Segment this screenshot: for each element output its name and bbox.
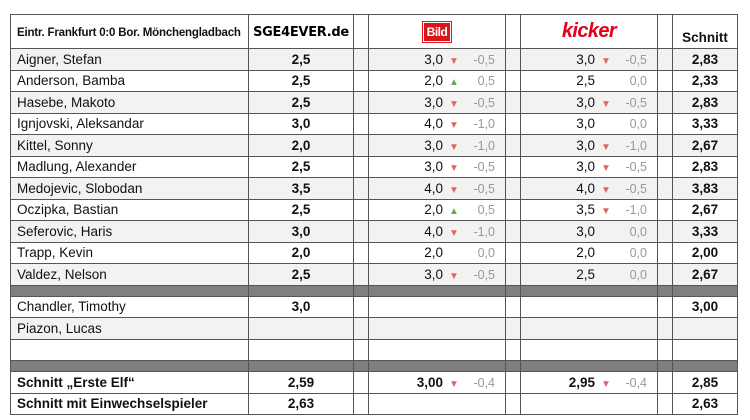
spacer-cell bbox=[658, 70, 673, 92]
bild-grade: 4,0 bbox=[424, 180, 443, 196]
kicker-cell bbox=[521, 49, 658, 71]
trend-down-icon: ▼ bbox=[449, 98, 459, 110]
sge-grade: 2,5 bbox=[249, 199, 354, 221]
trend-down-icon bbox=[595, 77, 617, 88]
sge-grade: 2,0 bbox=[249, 242, 354, 264]
kicker-grade: 3,5 bbox=[576, 202, 595, 218]
separator-row bbox=[11, 285, 738, 296]
trend-down-icon: ▼ bbox=[601, 163, 611, 175]
player-row bbox=[11, 221, 738, 243]
average-grade: 3,33 bbox=[673, 113, 738, 135]
spacer-cell bbox=[506, 178, 521, 200]
bild-average-delta: -0,4 bbox=[473, 375, 495, 390]
spacer-cell bbox=[354, 242, 369, 264]
match-title: Eintr. Frankfurt 0:0 Bor. Mönchengladbach bbox=[17, 27, 241, 39]
trend-down-icon: ▼ bbox=[449, 163, 459, 175]
trend-down-icon bbox=[443, 249, 465, 260]
average-grade: 2,83 bbox=[673, 49, 738, 71]
bild-average: 3,00 bbox=[416, 374, 443, 390]
spacer-cell bbox=[658, 178, 673, 200]
spacer-cell bbox=[658, 15, 673, 49]
kicker-cell bbox=[521, 178, 658, 200]
trend-down-icon: ▼ bbox=[601, 55, 611, 67]
average-grade: 2,00 bbox=[673, 242, 738, 264]
spacer-cell bbox=[506, 372, 521, 394]
player-row bbox=[11, 92, 738, 114]
bild-cell bbox=[369, 242, 506, 264]
trend-down-icon bbox=[595, 228, 617, 239]
trend-down-icon bbox=[595, 120, 617, 131]
bild-grade: 4,0 bbox=[424, 223, 443, 239]
bild-cell bbox=[369, 318, 506, 340]
sge-grade: 2,0 bbox=[249, 135, 354, 157]
player-name: Medojevic, Slobodan bbox=[11, 178, 249, 200]
separator-cell bbox=[521, 285, 658, 296]
kicker-cell bbox=[521, 221, 658, 243]
kicker-delta: -1,0 bbox=[625, 138, 647, 153]
kicker-cell bbox=[521, 242, 658, 264]
spacer-cell bbox=[354, 393, 369, 415]
average-grade: 2,83 bbox=[673, 92, 738, 114]
spacer-cell bbox=[658, 221, 673, 243]
player-row bbox=[11, 113, 738, 135]
bild-cell bbox=[369, 296, 506, 318]
player-row bbox=[11, 264, 738, 286]
overall-average: 2,63 bbox=[673, 393, 738, 415]
player-name: Ignjovski, Aleksandar bbox=[11, 113, 249, 135]
spacer-cell bbox=[658, 264, 673, 286]
bild-delta: -0,5 bbox=[473, 181, 495, 196]
bild-cell bbox=[369, 264, 506, 286]
kicker-grade: 3,0 bbox=[576, 94, 595, 110]
spacer-cell bbox=[506, 318, 521, 340]
trend-down-icon: ▼ bbox=[449, 120, 459, 132]
empty-cell bbox=[369, 339, 506, 361]
spacer-cell bbox=[354, 318, 369, 340]
spacer-cell bbox=[506, 156, 521, 178]
spacer-cell bbox=[506, 92, 521, 114]
kicker-cell bbox=[521, 199, 658, 221]
bild-delta: -0,5 bbox=[473, 160, 495, 175]
trend-down-icon: ▼ bbox=[449, 55, 459, 67]
bild-cell bbox=[369, 156, 506, 178]
kicker-delta: 0,0 bbox=[629, 267, 647, 282]
trend-down-icon: ▼ bbox=[601, 141, 611, 153]
player-name: Chandler, Timothy bbox=[11, 296, 249, 318]
separator-cell bbox=[673, 285, 738, 296]
kicker-grade: 3,0 bbox=[576, 116, 595, 132]
average-grade: 3,33 bbox=[673, 221, 738, 243]
spacer-cell bbox=[354, 178, 369, 200]
spacer-cell bbox=[506, 49, 521, 71]
ratings-table bbox=[10, 14, 738, 415]
kicker-cell bbox=[521, 135, 658, 157]
separator-cell bbox=[11, 285, 249, 296]
separator-cell bbox=[521, 361, 658, 372]
bild-cell bbox=[369, 393, 506, 415]
trend-down-icon: ▼ bbox=[601, 206, 611, 218]
spacer-cell bbox=[354, 135, 369, 157]
bild-cell bbox=[369, 221, 506, 243]
separator-cell bbox=[369, 361, 506, 372]
kicker-cell bbox=[521, 393, 658, 415]
trend-down-icon: ▼ bbox=[601, 378, 611, 390]
kicker-grade: 3,0 bbox=[576, 159, 595, 175]
spacer-cell bbox=[354, 49, 369, 71]
kicker-average: 2,95 bbox=[568, 374, 595, 390]
kicker-grade: 2,5 bbox=[576, 73, 595, 89]
separator-cell bbox=[354, 361, 369, 372]
average-grade: 2,33 bbox=[673, 70, 738, 92]
spacer-cell bbox=[658, 49, 673, 71]
kicker-grade: 3,0 bbox=[576, 51, 595, 67]
bild-cell bbox=[369, 70, 506, 92]
bild-average-cell bbox=[369, 372, 506, 394]
average-header: Schnitt bbox=[673, 15, 738, 49]
trend-down-icon: ▼ bbox=[449, 227, 459, 239]
spacer-cell bbox=[506, 296, 521, 318]
sge-grade: 3,0 bbox=[249, 221, 354, 243]
player-row bbox=[11, 135, 738, 157]
separator-cell bbox=[506, 361, 521, 372]
kicker-cell bbox=[521, 70, 658, 92]
separator-cell bbox=[658, 361, 673, 372]
bild-delta: 0,5 bbox=[477, 74, 495, 89]
header-row bbox=[11, 15, 738, 49]
player-name: Seferovic, Haris bbox=[11, 221, 249, 243]
spacer-cell bbox=[658, 135, 673, 157]
kicker-cell bbox=[521, 113, 658, 135]
kicker-grade: 2,5 bbox=[576, 266, 595, 282]
separator-cell bbox=[658, 285, 673, 296]
bild-grade: 3,0 bbox=[424, 94, 443, 110]
separator-cell bbox=[673, 361, 738, 372]
bild-grade: 3,0 bbox=[424, 51, 443, 67]
player-name: Hasebe, Makoto bbox=[11, 92, 249, 114]
separator-cell bbox=[11, 361, 249, 372]
with-subs-average-row bbox=[11, 393, 738, 415]
separator-cell bbox=[249, 285, 354, 296]
bild-cell bbox=[369, 49, 506, 71]
trend-up-icon: ▲ bbox=[449, 77, 459, 89]
sge-logo-cell bbox=[249, 15, 354, 49]
kicker-delta: -0,5 bbox=[625, 52, 647, 67]
kicker-delta: 0,0 bbox=[629, 117, 647, 132]
sge-grade: 2,5 bbox=[249, 49, 354, 71]
spacer-cell bbox=[658, 113, 673, 135]
kicker-delta: -0,5 bbox=[625, 181, 647, 196]
spacer-cell bbox=[658, 318, 673, 340]
player-name: Madlung, Alexander bbox=[11, 156, 249, 178]
spacer-cell bbox=[506, 339, 521, 361]
spacer-cell bbox=[658, 199, 673, 221]
first-eleven-average-row bbox=[11, 372, 738, 394]
trend-down-icon: ▼ bbox=[601, 98, 611, 110]
bild-grade: 3,0 bbox=[424, 266, 443, 282]
with-subs-label: Schnitt mit Einwechselspieler bbox=[11, 393, 249, 415]
bild-grade: 4,0 bbox=[424, 116, 443, 132]
spacer-cell bbox=[506, 70, 521, 92]
empty-cell bbox=[673, 339, 738, 361]
sge-grade: 3,5 bbox=[249, 178, 354, 200]
sub-player-row bbox=[11, 318, 738, 340]
match-title-cell bbox=[11, 15, 249, 49]
bild-cell bbox=[369, 135, 506, 157]
kicker-cell bbox=[521, 156, 658, 178]
spacer-cell bbox=[658, 296, 673, 318]
spacer-cell bbox=[658, 156, 673, 178]
bild-grade: 3,0 bbox=[424, 137, 443, 153]
kicker-grade: 3,0 bbox=[576, 137, 595, 153]
trend-down-icon bbox=[595, 271, 617, 282]
spacer-cell bbox=[354, 221, 369, 243]
spacer-cell bbox=[658, 92, 673, 114]
bild-delta: -0,5 bbox=[473, 267, 495, 282]
average-grade: 3,00 bbox=[673, 296, 738, 318]
bild-cell bbox=[369, 178, 506, 200]
trend-down-icon: ▼ bbox=[449, 378, 459, 390]
kicker-delta: -0,5 bbox=[625, 95, 647, 110]
sge-average: 2,59 bbox=[249, 372, 354, 394]
player-name: Kittel, Sonny bbox=[11, 135, 249, 157]
spacer-cell bbox=[506, 242, 521, 264]
sge-grade: 2,5 bbox=[249, 156, 354, 178]
spacer-cell bbox=[506, 135, 521, 157]
first-eleven-label: Schnitt „Erste Elf“ bbox=[11, 372, 249, 394]
sge-grade: 2,5 bbox=[249, 70, 354, 92]
trend-down-icon: ▼ bbox=[449, 184, 459, 196]
average-grade: 2,67 bbox=[673, 135, 738, 157]
kicker-cell bbox=[521, 92, 658, 114]
kicker-grade: 4,0 bbox=[576, 180, 595, 196]
spacer-cell bbox=[506, 264, 521, 286]
kicker-cell bbox=[521, 318, 658, 340]
spacer-cell bbox=[506, 15, 521, 49]
spacer-cell bbox=[354, 199, 369, 221]
spacer-cell bbox=[658, 393, 673, 415]
spacer-cell bbox=[354, 70, 369, 92]
bild-cell bbox=[369, 92, 506, 114]
spacer-cell bbox=[658, 242, 673, 264]
bild-grade: 2,0 bbox=[424, 73, 443, 89]
spacer-cell bbox=[354, 156, 369, 178]
player-row bbox=[11, 49, 738, 71]
sge4ever-logo: SGE4EVER.de bbox=[253, 24, 349, 40]
player-row bbox=[11, 156, 738, 178]
average-grade: 2,67 bbox=[673, 199, 738, 221]
separator-cell bbox=[354, 285, 369, 296]
spacer-cell bbox=[506, 393, 521, 415]
separator-row bbox=[11, 361, 738, 372]
player-name: Aigner, Stefan bbox=[11, 49, 249, 71]
spacer-cell bbox=[354, 113, 369, 135]
kicker-cell bbox=[521, 296, 658, 318]
sub-player-row bbox=[11, 296, 738, 318]
empty-cell bbox=[11, 339, 249, 361]
separator-cell bbox=[369, 285, 506, 296]
bild-delta: -1,0 bbox=[473, 138, 495, 153]
spacer-cell bbox=[354, 339, 369, 361]
sge-average: 2,63 bbox=[249, 393, 354, 415]
bild-logo: Bild bbox=[423, 22, 452, 42]
trend-down-icon: ▼ bbox=[449, 141, 459, 153]
player-name: Piazon, Lucas bbox=[11, 318, 249, 340]
spacer-cell bbox=[506, 113, 521, 135]
kicker-grade: 2,0 bbox=[576, 245, 595, 261]
sge-grade bbox=[249, 318, 354, 340]
trend-down-icon: ▼ bbox=[449, 270, 459, 282]
bild-grade: 3,0 bbox=[424, 159, 443, 175]
bild-delta: -0,5 bbox=[473, 95, 495, 110]
kicker-delta: -0,5 bbox=[625, 160, 647, 175]
spacer-cell bbox=[354, 296, 369, 318]
average-grade bbox=[673, 318, 738, 340]
player-name: Oczipka, Bastian bbox=[11, 199, 249, 221]
bild-delta: -0,5 bbox=[473, 52, 495, 67]
kicker-delta: -1,0 bbox=[625, 203, 647, 218]
sge-grade: 3,0 bbox=[249, 296, 354, 318]
kicker-logo: kicker bbox=[561, 20, 617, 42]
sge-grade: 2,5 bbox=[249, 264, 354, 286]
bild-delta: 0,0 bbox=[477, 246, 495, 261]
player-row bbox=[11, 178, 738, 200]
bild-delta: -1,0 bbox=[473, 117, 495, 132]
bild-grade: 2,0 bbox=[424, 202, 443, 218]
kicker-cell bbox=[521, 264, 658, 286]
trend-down-icon: ▼ bbox=[601, 184, 611, 196]
spacer-cell bbox=[506, 221, 521, 243]
kicker-delta: 0,0 bbox=[629, 246, 647, 261]
separator-cell bbox=[506, 285, 521, 296]
player-name: Valdez, Nelson bbox=[11, 264, 249, 286]
kicker-delta: 0,0 bbox=[629, 74, 647, 89]
sge-grade: 3,0 bbox=[249, 113, 354, 135]
trend-up-icon: ▲ bbox=[449, 206, 459, 218]
spacer-cell bbox=[354, 15, 369, 49]
average-grade: 3,83 bbox=[673, 178, 738, 200]
empty-cell bbox=[249, 339, 354, 361]
kicker-logo-cell bbox=[521, 15, 658, 49]
bild-grade: 2,0 bbox=[424, 245, 443, 261]
player-row bbox=[11, 199, 738, 221]
trend-down-icon bbox=[595, 249, 617, 260]
spacer-cell bbox=[354, 372, 369, 394]
empty-cell bbox=[521, 339, 658, 361]
empty-row bbox=[11, 339, 738, 361]
average-grade: 2,83 bbox=[673, 156, 738, 178]
kicker-average-cell bbox=[521, 372, 658, 394]
bild-delta: 0,5 bbox=[477, 203, 495, 218]
overall-average: 2,85 bbox=[673, 372, 738, 394]
kicker-grade: 3,0 bbox=[576, 223, 595, 239]
spacer-cell bbox=[506, 199, 521, 221]
spacer-cell bbox=[658, 339, 673, 361]
player-name: Trapp, Kevin bbox=[11, 242, 249, 264]
spacer-cell bbox=[354, 92, 369, 114]
separator-cell bbox=[249, 361, 354, 372]
bild-logo-cell bbox=[369, 15, 506, 49]
bild-delta: -1,0 bbox=[473, 224, 495, 239]
spacer-cell bbox=[658, 372, 673, 394]
kicker-average-delta: -0,4 bbox=[625, 375, 647, 390]
bild-cell bbox=[369, 199, 506, 221]
sge-grade: 2,5 bbox=[249, 92, 354, 114]
average-grade: 2,67 bbox=[673, 264, 738, 286]
player-row bbox=[11, 70, 738, 92]
kicker-delta: 0,0 bbox=[629, 224, 647, 239]
player-name: Anderson, Bamba bbox=[11, 70, 249, 92]
player-row bbox=[11, 242, 738, 264]
spacer-cell bbox=[354, 264, 369, 286]
bild-cell bbox=[369, 113, 506, 135]
